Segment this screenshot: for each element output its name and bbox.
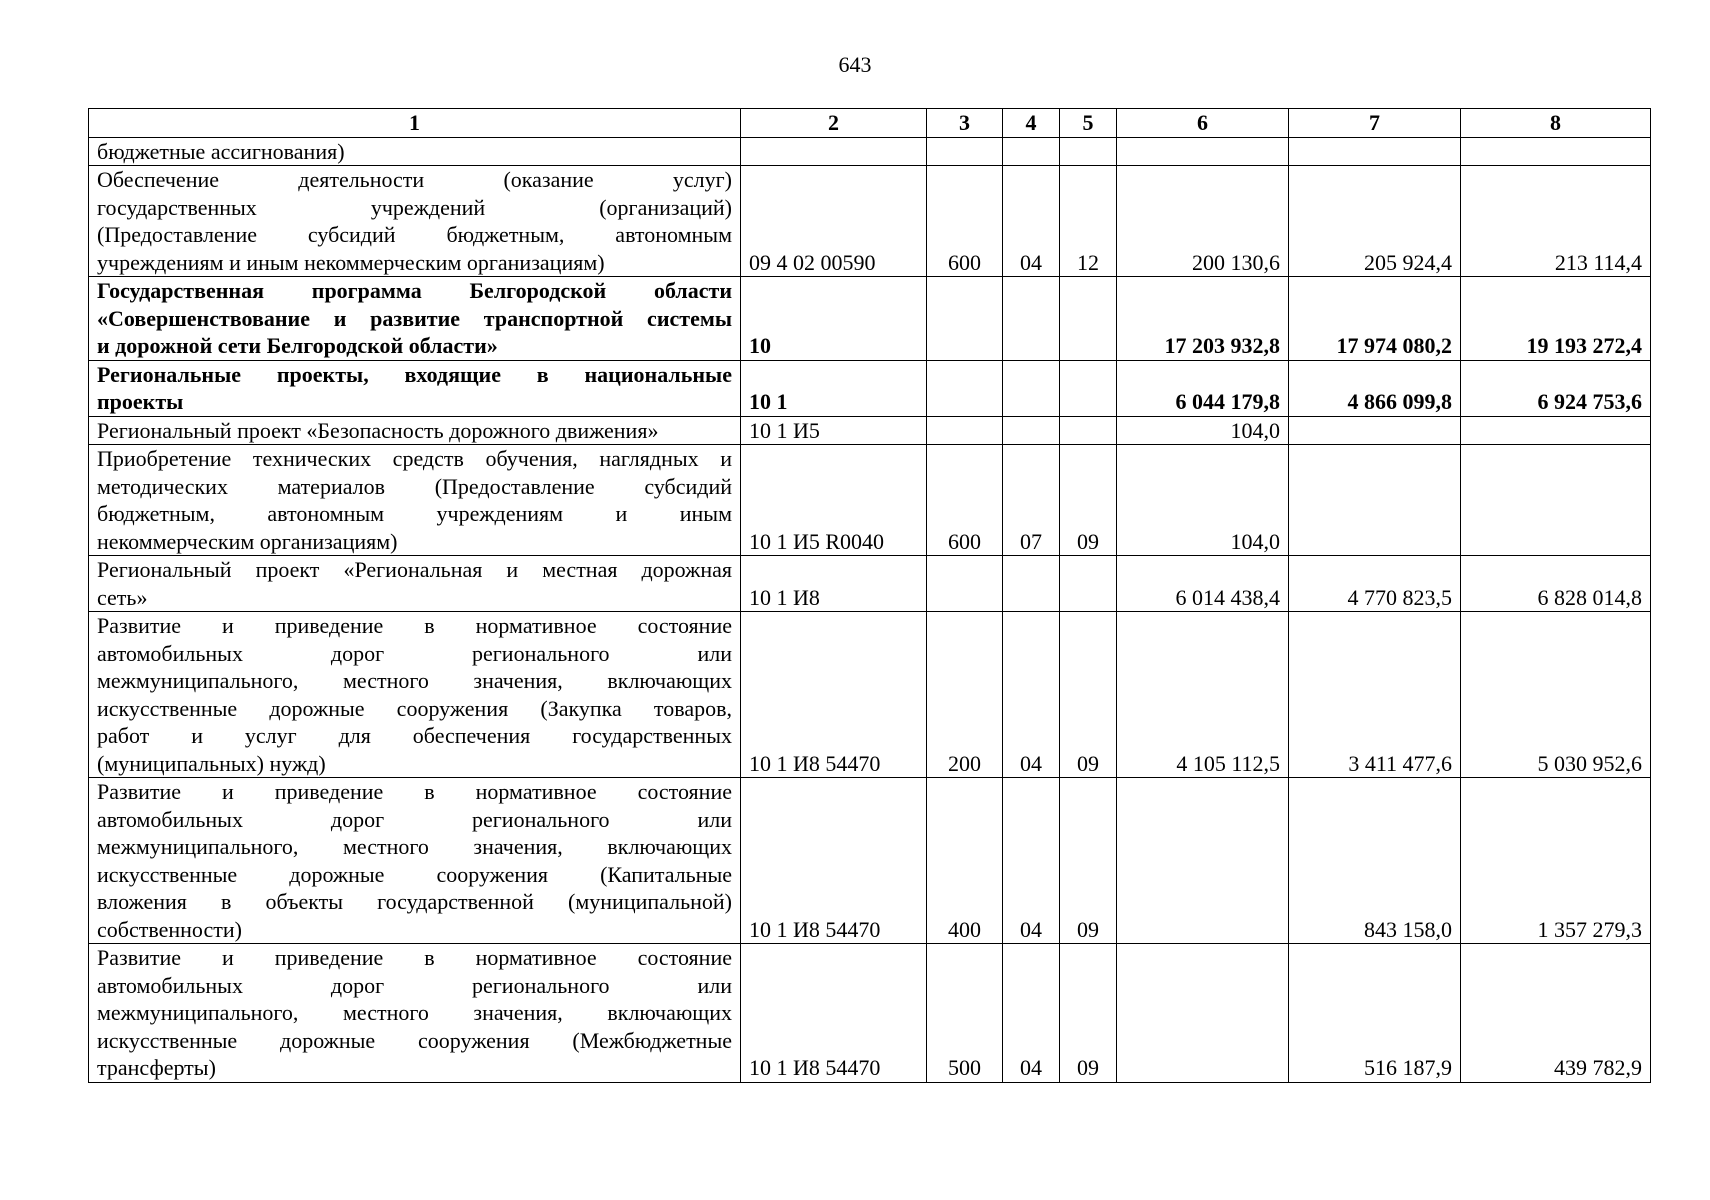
column-header: 2	[741, 109, 927, 138]
row-description	[89, 137, 741, 166]
description-line: Государственная программа Белгородской области	[97, 278, 732, 303]
description-line: проекты	[97, 389, 184, 414]
amount-col7-cell: 205 924,4	[1289, 166, 1461, 277]
amount-col7-cell	[1289, 445, 1461, 556]
amount-col8-cell: 213 114,4	[1461, 166, 1651, 277]
description-line: автомобильных дорог регионального или	[97, 806, 732, 832]
subsection-cell	[1060, 360, 1117, 416]
description-line: автомобильных дорог регионального или	[97, 972, 732, 998]
section-cell: 04	[1003, 166, 1060, 277]
description-line: Развитие и приведение в нормативное состояние	[97, 779, 732, 804]
description-line: (Предоставление субсидий бюджетным, автономным	[97, 222, 732, 247]
row-description	[89, 778, 741, 944]
amount-col6-cell	[1117, 944, 1289, 1083]
description-line: автомобильных дорог регионального или	[97, 640, 732, 666]
section-cell	[1003, 137, 1060, 166]
column-header: 4	[1003, 109, 1060, 138]
section-cell	[1003, 360, 1060, 416]
amount-col8-cell: 5 030 952,6	[1461, 612, 1651, 778]
amount-col7-cell: 4 866 099,8	[1289, 360, 1461, 416]
row-description	[89, 360, 741, 416]
row-description	[89, 944, 741, 1083]
table-row	[89, 612, 1651, 778]
description-line: работ и услуг для обеспечения государственных	[97, 723, 732, 748]
amount-col8-cell: 6 924 753,6	[1461, 360, 1651, 416]
amount-col7-cell: 3 411 477,6	[1289, 612, 1461, 778]
amount-col6-cell: 104,0	[1117, 445, 1289, 556]
subsection-cell: 09	[1060, 612, 1117, 778]
description-line: Региональный проект «Безопасность дорожного движения»	[97, 417, 659, 443]
amount-col6-cell	[1117, 137, 1289, 166]
table-row	[89, 360, 1651, 416]
description-line: методических материалов (Предоставление субсидий	[97, 473, 732, 499]
section-cell: 04	[1003, 778, 1060, 944]
amount-col8-cell: 19 193 272,4	[1461, 277, 1651, 361]
subsection-cell	[1060, 416, 1117, 445]
expense-type-cell	[927, 277, 1003, 361]
description-line: межмуниципального, местного значения, включающих	[97, 668, 732, 693]
description-line: трансферты)	[97, 1055, 216, 1080]
subsection-cell: 09	[1060, 944, 1117, 1083]
expense-type-cell	[927, 137, 1003, 166]
row-description	[89, 416, 741, 445]
amount-col6-cell: 6 044 179,8	[1117, 360, 1289, 416]
subsection-cell: 09	[1060, 778, 1117, 944]
description-line: Приобретение технических средств обучения, наглядных и	[97, 446, 732, 471]
amount-col6-cell	[1117, 778, 1289, 944]
page-number: 643	[838, 52, 872, 77]
description-line: межмуниципального, местного значения, включающих	[97, 834, 732, 859]
description-line: государственных учреждений (организаций)	[97, 194, 732, 220]
description-line: бюджетным, автономным учреждениям и иным	[97, 501, 732, 526]
section-cell	[1003, 277, 1060, 361]
amount-col6-cell: 104,0	[1117, 416, 1289, 445]
amount-col6-cell: 6 014 438,4	[1117, 556, 1289, 612]
row-description	[89, 277, 741, 361]
amount-col8-cell	[1461, 445, 1651, 556]
expense-type-cell	[927, 416, 1003, 445]
budget-code-cell: 10 1	[741, 360, 927, 416]
description-line: и дорожной сети Белгородской области»	[97, 333, 498, 358]
description-line: сеть»	[97, 584, 148, 610]
row-description	[89, 166, 741, 277]
budget-code-cell: 09 4 02 00590	[741, 166, 927, 277]
table-body	[89, 137, 1651, 1082]
description-line: собственности)	[97, 916, 242, 942]
amount-col8-cell	[1461, 416, 1651, 445]
description-line: Региональный проект «Региональная и местная дорожная	[97, 557, 732, 582]
column-header: 1	[89, 109, 741, 138]
budget-code-cell: 10 1 И8 54470	[741, 778, 927, 944]
amount-col8-cell: 1 357 279,3	[1461, 778, 1651, 944]
budget-code-cell: 10 1 И5 R0040	[741, 445, 927, 556]
budget-code-cell	[741, 137, 927, 166]
amount-col8-cell: 6 828 014,8	[1461, 556, 1651, 612]
description-line: некоммерческим организациям)	[97, 528, 398, 554]
row-description	[89, 612, 741, 778]
subsection-cell	[1060, 137, 1117, 166]
section-cell: 04	[1003, 612, 1060, 778]
expense-type-cell	[927, 556, 1003, 612]
expense-type-cell: 600	[927, 445, 1003, 556]
description-line: искусственные дорожные сооружения (Закупка товаров,	[97, 695, 732, 721]
section-cell: 04	[1003, 944, 1060, 1083]
description-line: искусственные дорожные сооружения (Капитальные	[97, 861, 732, 887]
description-line: Региональные проекты, входящие в национальные	[97, 361, 732, 387]
table-row	[89, 166, 1651, 277]
amount-col7-cell	[1289, 416, 1461, 445]
column-header: 3	[927, 109, 1003, 138]
description-line: «Совершенствование и развитие транспортной системы	[97, 305, 732, 331]
amount-col7-cell: 516 187,9	[1289, 944, 1461, 1083]
section-cell: 07	[1003, 445, 1060, 556]
table-row	[89, 445, 1651, 556]
amount-col8-cell	[1461, 137, 1651, 166]
subsection-cell	[1060, 277, 1117, 361]
expense-type-cell: 200	[927, 612, 1003, 778]
budget-code-cell: 10	[741, 277, 927, 361]
column-header: 7	[1289, 109, 1461, 138]
column-header: 6	[1117, 109, 1289, 138]
amount-col7-cell	[1289, 137, 1461, 166]
subsection-cell	[1060, 556, 1117, 612]
budget-code-cell: 10 1 И8	[741, 556, 927, 612]
section-cell	[1003, 416, 1060, 445]
description-line: Обеспечение деятельности (оказание услуг)	[97, 167, 732, 192]
subsection-cell: 09	[1060, 445, 1117, 556]
table-row	[89, 556, 1651, 612]
section-cell	[1003, 556, 1060, 612]
amount-col6-cell: 17 203 932,8	[1117, 277, 1289, 361]
expense-type-cell: 400	[927, 778, 1003, 944]
table-row	[89, 944, 1651, 1083]
budget-code-cell: 10 1 И8 54470	[741, 612, 927, 778]
budget-code-cell: 10 1 И5	[741, 416, 927, 445]
description-line: Развитие и приведение в нормативное состояние	[97, 613, 732, 638]
description-line: бюджетные ассигнования)	[97, 138, 345, 164]
expense-type-cell: 500	[927, 944, 1003, 1083]
description-line: межмуниципального, местного значения, включающих	[97, 1000, 732, 1025]
table-row	[89, 137, 1651, 166]
row-description	[89, 556, 741, 612]
amount-col7-cell: 843 158,0	[1289, 778, 1461, 944]
budget-code-cell: 10 1 И8 54470	[741, 944, 927, 1083]
amount-col7-cell: 17 974 080,2	[1289, 277, 1461, 361]
amount-col8-cell: 439 782,9	[1461, 944, 1651, 1083]
amount-col7-cell: 4 770 823,5	[1289, 556, 1461, 612]
description-line: (муниципальных) нужд)	[97, 750, 326, 776]
table-row	[89, 416, 1651, 445]
column-header: 5	[1060, 109, 1117, 138]
subsection-cell: 12	[1060, 166, 1117, 277]
expense-type-cell	[927, 360, 1003, 416]
row-description	[89, 445, 741, 556]
column-header: 8	[1461, 109, 1651, 138]
description-line: учреждениям и иным некоммерческим организациям)	[97, 249, 605, 275]
header-row	[89, 109, 1651, 138]
table-row	[89, 778, 1651, 944]
expense-type-cell: 600	[927, 166, 1003, 277]
description-line: вложения в объекты государственной (муниципальной)	[97, 889, 732, 914]
amount-col6-cell: 200 130,6	[1117, 166, 1289, 277]
description-line: Развитие и приведение в нормативное состояние	[97, 945, 732, 970]
description-line: искусственные дорожные сооружения (Межбюджетные	[97, 1027, 732, 1053]
table-row	[89, 277, 1651, 361]
budget-table	[88, 108, 1651, 1083]
amount-col6-cell: 4 105 112,5	[1117, 612, 1289, 778]
